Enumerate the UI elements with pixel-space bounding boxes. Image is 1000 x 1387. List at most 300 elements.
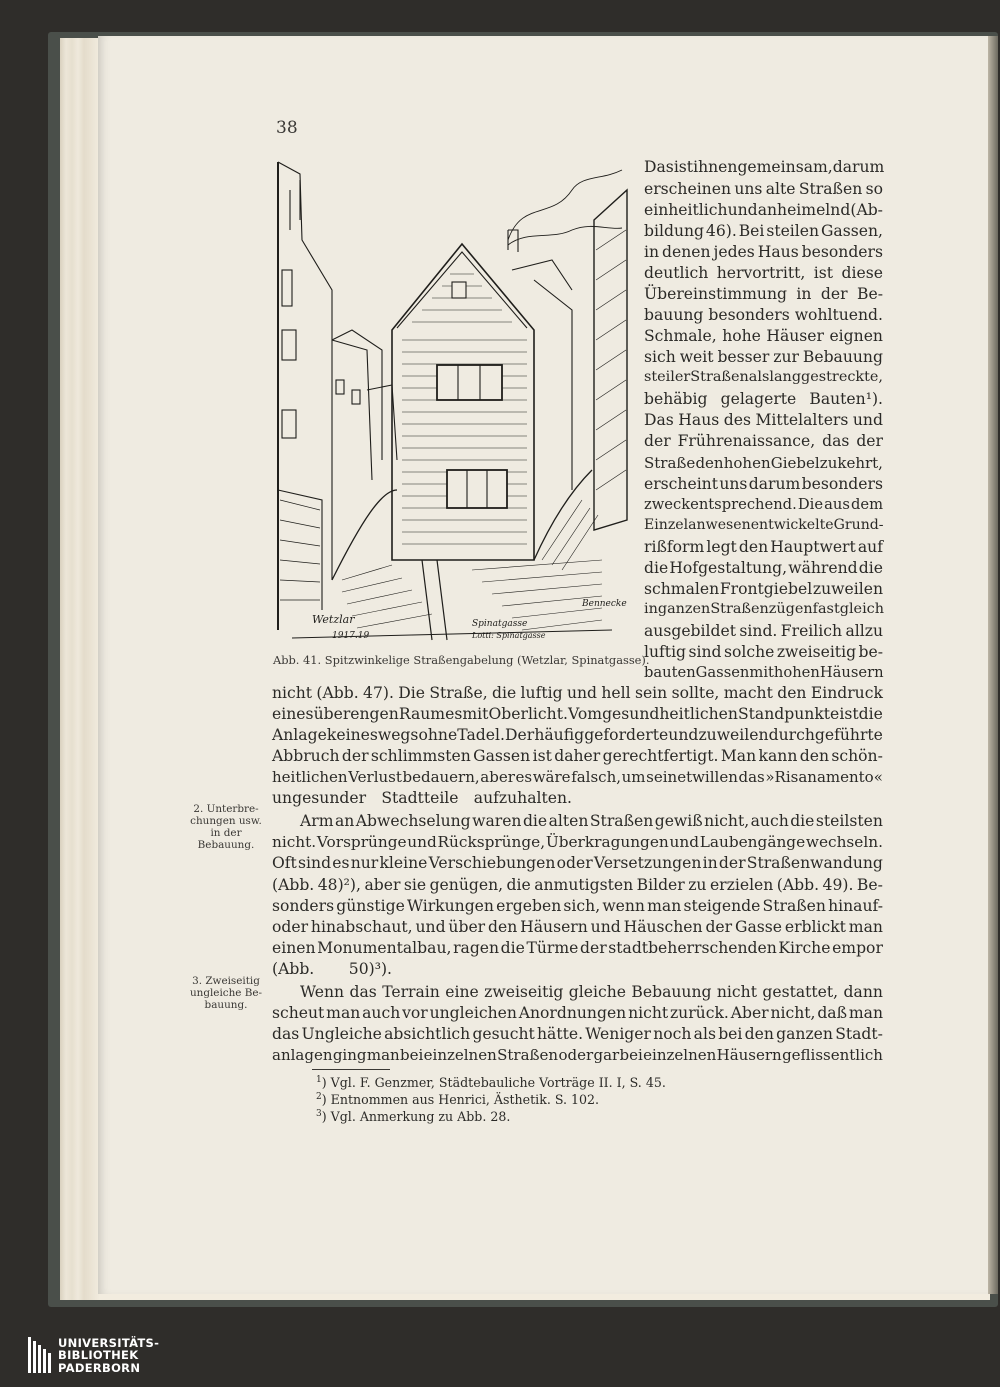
word: Arm [300,812,334,830]
word: schlimmsten [370,747,471,765]
body-line [644,580,883,598]
body-line [644,538,883,556]
word: hohe [722,327,761,345]
footnote-mark: 2 [316,1092,322,1102]
word: in [644,601,658,617]
body-line [272,684,883,702]
word: deutlich [644,264,709,282]
word: Oberlicht. [488,705,568,723]
word: Haus [757,243,799,261]
word: das [738,768,765,786]
word: ungesunder [272,789,367,807]
word: steilen [766,222,820,240]
word: Häusern [716,1046,782,1064]
word: allzu [845,622,883,640]
word: Straßen [798,180,863,198]
word: Schmale, [644,327,717,345]
word: Frührenaissance, [677,432,816,450]
word: den [777,684,807,702]
word: der [341,747,369,765]
word: Das [644,411,674,429]
word: sind [688,643,722,661]
word: Bauten¹). [809,390,883,408]
word: vor [402,1004,428,1022]
word: ganzen [776,1025,833,1043]
word: ist [839,705,859,723]
word: es [515,768,533,786]
word: nur [350,854,379,872]
word: legt [706,538,737,556]
word: um [621,768,646,786]
word: dann [843,983,883,1001]
word: das [822,432,850,450]
word: Straßenwandung [746,854,883,872]
word: Vom [568,705,603,723]
word: wohltuend. [794,306,883,324]
word: aus [824,496,850,513]
word: hohen [773,664,820,681]
word: uns [734,180,763,198]
word: gemeinsam, [737,158,833,176]
word: die [506,876,531,894]
footnote-mark: 1 [316,1075,322,1085]
figure-caption: Abb. 41. Spitzwinkelige Straßengabelung (Wetzlar, Spinatgasse). [273,653,650,667]
word: hohen [723,454,771,472]
word: bauten [644,664,696,681]
word: besonders [708,306,790,324]
word: eignen [829,327,883,345]
word: auch [362,1004,401,1022]
word: auf [857,538,883,556]
word: Stadtteile [381,789,459,807]
word: Weniger [585,1025,651,1043]
word: Mittelalters [755,411,849,429]
word: die [790,812,815,830]
word: Raumes [398,705,463,723]
word: Häuser [766,327,824,345]
word: nicht. [272,833,317,851]
word: Standpunkte [737,705,840,723]
word: jedes [713,243,755,261]
word: hätte. [537,1025,584,1043]
word: Stadt- [835,1025,883,1043]
word: Wirkungen [406,897,494,915]
word: 47). [363,684,394,702]
word: (Abb. [316,684,359,702]
word: überengen [313,705,399,723]
footnote-text: ) Vgl. F. Genzmer, Städtebauliche Vorträge II. I, S. 45. [321,1075,666,1091]
body-line [644,643,883,661]
word: gelagerte [720,390,797,408]
word: gesucht [472,1025,535,1043]
word: besonders [801,475,883,493]
word: wäre [532,768,571,786]
body-line [644,243,883,261]
word: aber [364,876,401,894]
word: man [326,1004,361,1022]
word: (Abb. [776,876,820,894]
word: Überkragungen [545,833,669,851]
body-line [644,475,883,493]
word: einheitlich [644,201,728,219]
word: häufig [534,726,585,744]
word: hinauf- [828,897,883,915]
word: dem [850,496,883,513]
word: mit [749,664,774,681]
word: Bilder [636,876,685,894]
word: oder [272,918,309,936]
word: das [349,983,377,1001]
word: bauung [644,306,704,324]
word: den [695,454,724,472]
footnote-3 [316,1109,510,1124]
word: stadtbeherrschenden [608,939,777,957]
word: auch [750,812,789,830]
word: ihnen [693,158,738,176]
word: Übereinstimmung [644,285,787,303]
body-line [644,327,883,345]
word: oder [558,1046,594,1064]
margin-note-3 [185,975,267,1011]
library-logo-line: BIBLIOTHEK [58,1348,139,1363]
word: diese [841,264,883,282]
sketch-signature-left: Wetzlar [312,613,355,626]
word: rißform [644,538,705,556]
word: erzielen [709,876,774,894]
word: seinetwillen [646,768,738,786]
word: wenn [602,897,645,915]
word: gar [593,1046,620,1064]
word: Häuschen [623,918,703,936]
library-logo-line: UNIVERSITÄTS- [58,1336,160,1350]
word: der [644,432,671,450]
library-logo-text [58,1337,159,1374]
word: sich [644,348,676,366]
word: gleich [839,601,884,617]
word: noch [653,1025,692,1043]
word: Oft [272,854,297,872]
word: nicht, [770,1004,816,1022]
body-line [272,854,883,872]
word: den [744,1025,774,1043]
word: solche [723,643,775,661]
body-line [644,390,883,408]
word: zurück. [669,1004,729,1022]
body-line [644,411,883,429]
word: eine [445,983,479,1001]
street-sketch-figure [272,160,630,648]
word: daher [554,747,601,765]
word: Gasse [734,918,782,936]
word: zuweilen [812,580,883,598]
word: schön- [831,747,883,765]
word: zuweilen [698,726,769,744]
word: Bebauung [802,348,883,366]
word: an [334,812,355,830]
word: hinabschaut, [310,918,413,936]
word: empor [832,939,883,957]
word: es [332,854,350,872]
word: Laubengänge [699,833,806,851]
word: ist [673,158,694,176]
word: nicht [716,983,757,1001]
word: zukehrt, [819,454,883,472]
word: sich, [563,897,601,915]
word: der [705,918,733,936]
word: durchgeführte [768,726,883,744]
sketch-signature-right: Bennecke [582,599,627,609]
word: mit [462,705,489,723]
word: sollte, [671,684,720,702]
word: aber [480,768,515,786]
word: (Abb. [272,960,315,978]
word: »Risanamento« [765,768,883,786]
body-line [644,285,883,303]
word: Rücksprünge, [437,833,546,851]
word: des [723,411,751,429]
body-line [272,768,883,786]
word: fast [812,601,840,617]
word: das [272,1025,300,1043]
word: einzelnen [643,1046,717,1064]
body-line [272,833,883,851]
word: in [644,243,660,261]
word: erscheint [644,475,718,493]
word: Be- [857,285,883,303]
sketch-date: 1917.19 [332,631,370,641]
word: man [848,918,883,936]
body-line [644,622,883,640]
body-line [644,264,883,282]
word: Die [797,496,824,513]
word: ausgebildet [644,622,736,640]
word: der [718,854,746,872]
word: Straße, [429,684,488,702]
word: Straßen [762,897,826,915]
margin-note-line: chungen usw. [190,815,262,827]
word: Tadel. [457,726,505,744]
word: und [727,201,758,219]
word: schmalen [644,580,720,598]
word: den [738,538,769,556]
word: Freilich [780,622,843,640]
word: Monumentalbau, [317,939,452,957]
body-line [272,918,883,936]
body-line [644,369,883,385]
body-line [644,517,883,533]
word: alten [548,812,589,830]
word: behäbig [644,390,708,408]
word: waren [472,812,522,830]
margin-note-line: ungleiche Be- [189,987,263,999]
word: absichtlich [384,1025,471,1043]
body-line [272,705,883,723]
word: darum [832,158,885,176]
sketch-label-center: Spinatgasse [472,619,528,629]
page-number: 38 [276,118,298,138]
body-line [272,939,883,957]
word: Eindruck [810,684,883,702]
word: zweiseitig [484,983,564,1001]
word: aufzuhalten. [473,789,572,807]
word: Versetzungen [593,854,702,872]
body-line [272,1046,883,1064]
body-line [272,960,392,978]
word: scheut [272,1004,325,1022]
word: gewiß [654,812,703,830]
word: Vorsprünge [316,833,407,851]
word: günstige [336,897,405,915]
word: nicht, [704,812,750,830]
word: und [590,918,621,936]
word: (Ab- [850,201,883,219]
sketch-label-center-2: Lotti: Spinatgasse [472,631,546,640]
word: nicht [628,1004,669,1022]
word: falsch, [571,768,622,786]
word: geflissentlich [782,1046,883,1064]
word: sonders [272,897,335,915]
word: entwickelte [750,517,834,533]
word: 48)²), [317,876,361,894]
body-line [644,180,883,198]
word: Einzelanwesen [644,517,751,533]
word: Straßen [690,369,749,385]
word: genügen, [429,876,504,894]
word: Giebel [770,454,820,472]
body-line [644,222,883,240]
library-logo-line: PADERBORN [58,1360,141,1375]
word: kleine [379,854,428,872]
footnote-text: ) Entnommen aus Henrici, Ästhetik. S. 102. [321,1092,600,1108]
word: bei [718,1025,743,1043]
word: steilsten [815,812,883,830]
library-logo-icon [28,1337,53,1387]
word: denen [662,243,711,261]
word: Häusern [520,918,588,936]
word: daß [817,1004,848,1022]
word: sind. [739,622,778,640]
word: Abwechselung [355,812,471,830]
body-line [644,664,883,681]
word: be- [858,643,883,661]
word: gesundheitlichen [602,705,738,723]
body-line [272,1004,883,1022]
body-line [644,306,883,324]
word: Hofgestaltung, [669,559,788,577]
word: 46). [705,222,737,240]
word: nicht [272,684,313,702]
body-line [644,496,883,513]
word: einzelnen [423,1046,497,1064]
word: während [788,559,858,577]
word: ungleichen [429,1004,517,1022]
word: oder [556,854,593,872]
word: gerechtfertigt. [602,747,719,765]
word: anlagen [272,1046,333,1064]
margin-note-line: 3. Zweiseitig [192,975,260,987]
body-line [272,789,572,807]
body-line [644,454,883,472]
word: ist [532,747,552,765]
word: besser [717,348,770,366]
word: Straßen [497,1046,559,1064]
word: Man [720,747,757,765]
word: Häusern [819,664,884,681]
word: hervortritt, [716,264,806,282]
word: Haus [678,411,720,429]
word: in [702,854,718,872]
word: und [669,833,699,851]
body-line [272,1025,883,1043]
word: als [693,1025,716,1043]
word: kann [758,747,798,765]
word: ist [813,264,834,282]
word: in [796,285,812,303]
word: Das [644,158,674,176]
word: die [644,559,669,577]
margin-note-2 [185,803,267,851]
body-line [644,348,883,366]
word: wechseln. [805,833,883,851]
body-line [272,897,883,915]
word: Be- [856,876,883,894]
body-line [272,726,883,744]
word: sein [634,684,668,702]
word: bei [400,1046,424,1064]
word: Anordnungen [518,1004,627,1022]
word: die [492,684,517,702]
word: der [856,432,883,450]
word: besonders [801,243,883,261]
word: Bebauung [631,983,712,1001]
word: hell [601,684,631,702]
word: man [647,897,682,915]
word: erblickt [784,918,846,936]
word: anmutigsten [534,876,634,894]
margin-note-line: Bebauung. [197,839,255,851]
word: bildung [644,222,705,240]
word: man [848,1004,883,1022]
body-line [300,812,883,830]
word: Aber [730,1004,769,1022]
word: ohne [418,726,458,744]
word: Die [398,684,425,702]
word: als [748,369,770,385]
word: darum [748,475,801,493]
word: und [566,684,598,702]
word: macht [723,684,773,702]
word: luftig [520,684,563,702]
word: anheimelnd [757,201,851,219]
word: Der [505,726,535,744]
body-line [644,559,883,577]
body-line [644,432,883,450]
word: uns [719,475,748,493]
body-line [644,201,883,219]
word: Bei [738,222,765,240]
word: zweckentsprechend. [644,496,797,513]
word: Grund- [833,517,884,533]
word: geforderte [584,726,669,744]
body-line [644,158,883,176]
word: Hauptwert [770,538,856,556]
footnote-mark: 3 [316,1109,322,1119]
word: 50)³). [348,960,392,978]
word: sind [298,854,332,872]
word: und [415,918,446,936]
word: zur [773,348,799,366]
word: erscheinen [644,180,731,198]
